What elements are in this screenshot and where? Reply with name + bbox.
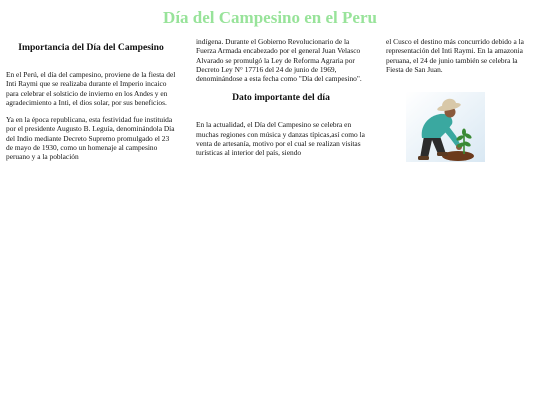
column-left xyxy=(6,42,176,170)
section-heading-fact: Dato importante del día xyxy=(232,92,330,104)
paragraph-republic: Ya en la época republicana, esta festividad fue instituida por el presidente Augusto B. Leguía, denominándola Día del Indio mediante Decreto Supremo promulgado el 23 de mayo de 1930, como un homenaje al campesino peruano y a la población xyxy=(6,115,175,162)
paragraph-reform: indígena. Durante el Gobierno Revolucionario de la Fuerza Armada encabezado por el general Juan Velasco Alvarado se promulgó la Ley de Reforma Agraria por Decreto Ley N° 17716 del 24 de junio de 1969, denominándose a esta fecha como "Día del campesino". xyxy=(196,37,362,84)
column-middle xyxy=(196,37,366,166)
farmer-planting-icon xyxy=(406,92,485,162)
paragraph-cusco: el Cusco el destino más concurrido debido a la representación del Inti Raymi. En la amazonia peruana, el 24 de junio también se celebra la Fiesta de San Juan. xyxy=(386,37,524,74)
paragraph-celebration: En la actualidad, el Día del Campesino se celebra en muchas regiones con música y danzas típicas,así como la venta de artesanía, motivo por el cual se realizan visitas turísticas al interior del país, siendo xyxy=(196,120,365,158)
farmer-shoe-left xyxy=(418,156,429,160)
plant-leaf xyxy=(462,129,466,136)
column-right xyxy=(386,37,532,82)
paragraph-origin: En el Perú, el día del campesino, proviene de la fiesta del Inti Raymi que se realizaba durante el Imperio incaico para celebrar el solsticio de invierno en los Andes y en agradecimiento a Inti, el dios solar, por sus beneficios. xyxy=(6,70,176,107)
section-heading-importance: Importancia del Día del Campesino xyxy=(18,42,164,53)
page-title: Día del Campesino en el Peru xyxy=(163,8,377,27)
farmer-shoe-right xyxy=(437,152,448,156)
